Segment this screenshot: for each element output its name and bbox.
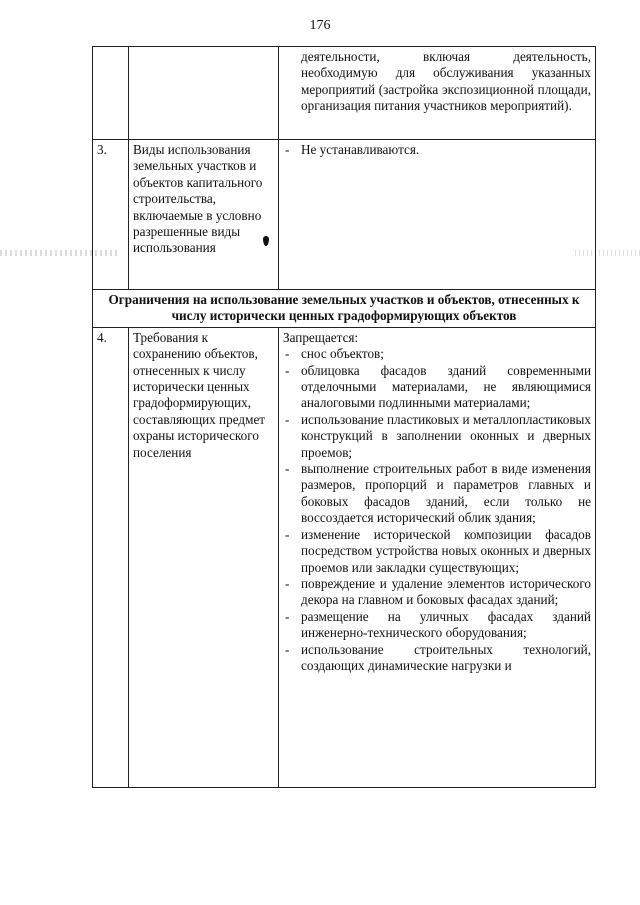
- row-name: Виды использования земельных участков и объектов капитального строительства, включаемые в условно разрешенные виды использования: [129, 140, 279, 290]
- continuation-text: деятельности, включая деятельность, необходимую для обслуживания указанных мероприятий (застройка экспозиционной площади, организация питания участников мероприятий).: [301, 49, 591, 114]
- row-number: 4.: [93, 327, 129, 787]
- list-item: - облицовка фасадов зданий современными отделочными материалами, не являющимися аналоговыми подлинными материалами;: [283, 363, 591, 412]
- row-value-cell: [279, 327, 596, 787]
- row-name-cell: [129, 47, 279, 140]
- table-row: [93, 327, 596, 787]
- row-number: 3.: [93, 140, 129, 290]
- list-item: - снос объектов;: [283, 346, 591, 362]
- list-item: - использование пластиковых и металлопластиковых конструкций в заполнении оконных и дверных проемов;: [283, 412, 591, 461]
- row-number-cell: [93, 47, 129, 140]
- list-item: - Не устанавливаются.: [283, 142, 591, 158]
- row-value-cell: [279, 47, 596, 140]
- list-item: - повреждение и удаление элементов исторического декора на главном и боковых фасадах зданий;: [283, 576, 591, 609]
- page-number: 176: [309, 18, 331, 33]
- list-item: - использование строительных технологий, создающих динамические нагрузки и: [283, 642, 591, 675]
- list-intro: Запрещается:: [283, 329, 359, 345]
- section-header: Ограничения на использование земельных участков и объектов, отнесенных к числу исторически ценных градоформирующих объектов: [93, 290, 596, 328]
- table-row: [93, 47, 596, 140]
- row-value-cell: [279, 140, 596, 290]
- table-row: [93, 140, 596, 290]
- list-item: - изменение исторической композиции фасадов посредством устройства новых оконных и дверных проемов или закладки существующих;: [283, 527, 591, 576]
- list-item: - размещение на уличных фасадах зданий инженерно-технического оборудования;: [283, 609, 591, 642]
- prohibitions-list: [283, 346, 591, 674]
- regulations-table: [92, 46, 596, 788]
- list-item: - выполнение строительных работ в виде изменения размеров, пропорций и параметров главных и боковых фасадов зданий, если только не воссоздается исторический облик здания;: [283, 461, 591, 527]
- row-name: Требования к сохранению объектов, отнесенных к числу исторически ценных градоформирующих, составляющих предмет охраны исторического поселения: [129, 327, 279, 787]
- section-header-row: [93, 290, 596, 328]
